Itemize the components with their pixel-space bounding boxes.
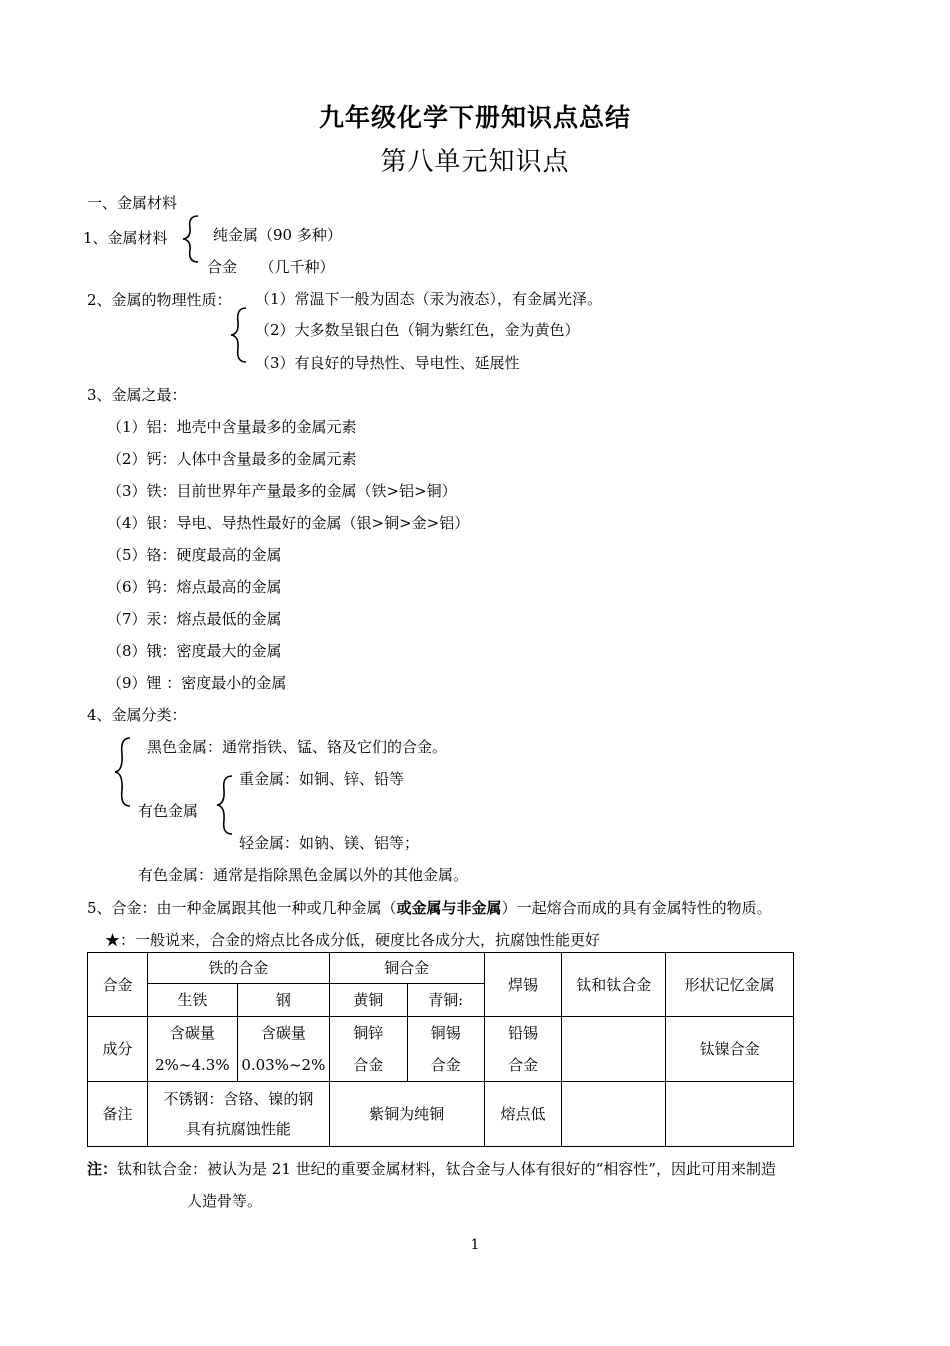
cell-line: 铜锡 [430,1024,461,1042]
brace-icon [228,306,250,364]
alloy-definition-prefix: 5、合金：由一种金属跟其他一种或几种金属（ [87,899,397,917]
alloy-table [87,952,794,1147]
star-note: ★：一般说来，合金的熔点比各成分低，硬度比各成分大，抗腐蚀性能更好 [105,931,601,949]
footnote-continuation: 人造骨等。 [187,1192,263,1210]
cell-line: 0.03%~2% [241,1056,326,1074]
list-item: （7）汞：熔点最低的金属 [107,610,282,628]
black-metal: 黑色金属：通常指铁、锰、铬及它们的合金。 [147,738,448,756]
table-cell: 合金 [88,953,148,1017]
table-cell [237,1017,329,1082]
table-cell: 钛镍合金 [666,1017,794,1082]
table-cell: 钢 [237,984,329,1017]
alloy-definition-suffix: ）一起熔合而成的具有金属特性的物质。 [501,899,772,917]
property-1: （1）常温下一般为固态（汞为液态），有金属光泽。 [255,290,603,308]
table-row [88,953,794,984]
brace-icon [112,736,134,808]
property-2: （2）大多数呈银白色（铜为紫红色，金为黄色） [255,321,580,339]
table-cell: 青铜: [407,984,484,1017]
table-cell: 成分 [88,1017,148,1082]
table-cell: 铜合金 [329,953,484,984]
section1-heading: 一、金属材料 [87,194,178,212]
alloy-definition-bold: 或金属与非金属 [396,899,502,917]
table-cell: 铁的合金 [147,953,329,984]
table-row [88,1017,794,1082]
list-item: （9）锂 ：密度最小的金属 [107,674,287,692]
heavy-metal: 重金属：如铜、锌、铅等 [239,770,405,788]
footnote-text: 钛和钛合金：被认为是 21 世纪的重要金属材料，钛合金与人体有很好的“相容性”，因此可用来制造 [117,1160,776,1178]
alloy-kinds: 合金 （几千种） [207,258,335,276]
table-cell [562,1082,666,1147]
list-item: （1）铝：地壳中含量最多的金属元素 [107,418,357,436]
pure-metal: 纯金属（90 多种） [213,226,342,244]
table-cell: 备注 [88,1082,148,1147]
page-subtitle: 第八单元知识点 [380,147,570,177]
table-cell [562,1017,666,1082]
table-cell [484,1017,562,1082]
table-cell: 生铁 [147,984,237,1017]
cell-line: 含碳量 [169,1024,215,1042]
alloy-definition [87,898,772,918]
page-title: 九年级化学下册知识点总结 [318,103,631,132]
table-cell [666,1082,794,1147]
table-cell: 形状记忆金属 [666,953,794,1017]
table-cell: 黄铜 [329,984,407,1017]
brace-icon [214,774,236,836]
footnote-label: 注： [87,1160,118,1178]
table-cell: 钛和钛合金 [562,953,666,1017]
list-item: （2）钙：人体中含量最多的金属元素 [107,450,357,468]
table-cell [329,1017,407,1082]
footnote [87,1159,776,1179]
page-number: 1 [470,1237,480,1253]
physical-properties-label: 2、金属的物理性质： [87,291,232,309]
list-item: （5）铬：硬度最高的金属 [107,546,282,564]
property-3: （3）有良好的导热性、导电性、延展性 [255,354,520,372]
cell-line: 合金 [507,1056,538,1074]
table-cell: 紫铜为纯铜 [329,1082,484,1147]
colored-metal-definition: 有色金属：通常是指除黑色金属以外的其他金属。 [138,866,469,884]
cell-line: 铅锡 [507,1024,538,1042]
metal-material-label: 1、金属材料 [83,229,168,247]
cell-line: 含碳量 [260,1024,306,1042]
cell-line: 合金 [353,1056,384,1074]
colored-metal-label: 有色金属 [138,802,199,820]
section3-heading: 3、金属之最： [87,386,187,404]
light-metal: 轻金属：如钠、镁、铝等； [239,834,420,852]
section4-heading: 4、金属分类： [87,706,187,724]
cell-line: 具有抗腐蚀性能 [185,1120,291,1138]
list-item: （3）铁：目前世界年产量最多的金属（铁>铝>铜） [107,482,457,500]
list-item: （6）钨：熔点最高的金属 [107,578,282,596]
list-item: （8）锇：密度最大的金属 [107,642,282,660]
table-row [88,1082,794,1147]
table-cell: 熔点低 [484,1082,562,1147]
cell-line: 不锈钢：含铬、镍的钢 [163,1090,314,1108]
table-cell [147,1017,237,1082]
cell-line: 合金 [430,1056,461,1074]
table-cell [147,1082,329,1147]
table-cell: 焊锡 [484,953,562,1017]
table-cell [407,1017,484,1082]
brace-icon [180,214,202,264]
cell-line: 2%~4.3% [155,1056,230,1074]
list-item: （4）银：导电、导热性最好的金属（银>铜>金>铝） [107,514,470,532]
cell-line: 铜锌 [353,1024,384,1042]
